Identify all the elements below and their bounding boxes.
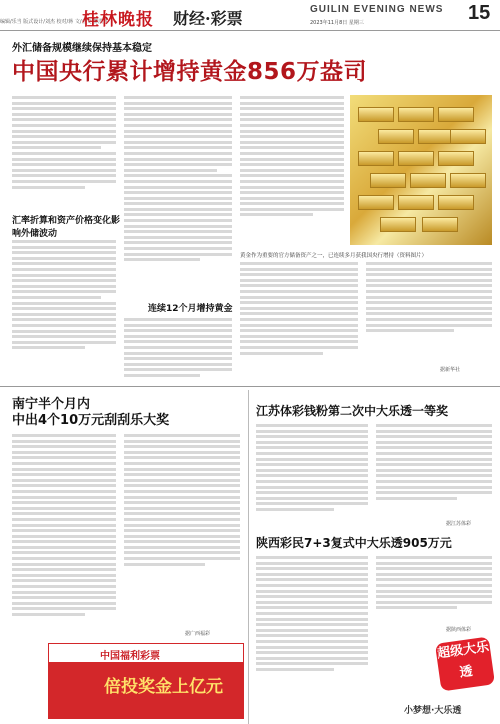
section-divider (0, 386, 500, 387)
section-title: 财经·彩票 (173, 9, 243, 28)
story-headline: 中国央行累计增持黄金856万盎司 (12, 59, 368, 85)
subhead-gold-buying: 连续12个月增持黄金 (148, 304, 233, 314)
column-divider (248, 390, 249, 724)
super-lotto-badge: 超级大乐透 (435, 636, 495, 691)
main-credit: 据新华社 (440, 367, 461, 373)
story3-column-2 (376, 424, 492, 502)
ad-slogan: 倍投奖金上亿元 (104, 677, 223, 697)
article-column-5 (366, 262, 492, 335)
article-column-1 (12, 96, 116, 191)
story4-credit: 据陕西体彩 (446, 627, 472, 633)
gold-bars-photo (350, 95, 492, 245)
page-number: 15 (468, 2, 491, 24)
super-lotto-slogan: 小梦想·大乐透 (404, 706, 462, 716)
story3-column-1 (256, 424, 368, 514)
article-column-3 (240, 96, 344, 219)
ad-brand: 中国福利彩票 (100, 651, 160, 662)
story3-title: 江苏体彩钱粉第二次中大乐透一等奖 (256, 404, 449, 418)
editor-info: 编辑/乐当 版式设计/刘杰 校对/蒋 文/全文 柳洪宣 (0, 19, 109, 25)
article-column-2 (124, 96, 232, 264)
article-column-1-cont (12, 240, 116, 352)
story3-credit: 据江苏体彩 (446, 521, 472, 527)
story2-credit: 据广西福彩 (185, 631, 211, 637)
paper-name-en: GUILIN EVENING NEWS (310, 4, 444, 15)
newspaper-logo: 桂林晚报 (82, 10, 154, 30)
story2-column-2 (124, 434, 240, 568)
story-kicker: 外汇储备规模继续保持基本稳定 (12, 43, 152, 54)
story4-column-1 (256, 556, 368, 673)
story2-title-line2: 中出4个10万元刮刮乐大奖 (12, 413, 170, 428)
article-column-2-cont (124, 318, 232, 380)
subhead-exchange-rate: 汇率折算和资产价格变化影响外储波动 (12, 216, 121, 239)
article-column-4 (240, 262, 358, 357)
story2-title-line1: 南宁半个月内 (12, 397, 91, 412)
story4-column-2 (376, 556, 492, 612)
photo-caption: 黄金作为重要的官方储备资产之一，已连续多月获我国央行增持（资料图片） (240, 253, 428, 259)
date-line: 2023年11月8日 星期三 (310, 20, 364, 26)
story4-title: 陕西彩民7+3复式中大乐透905万元 (256, 536, 452, 550)
story2-column-1 (12, 434, 116, 619)
